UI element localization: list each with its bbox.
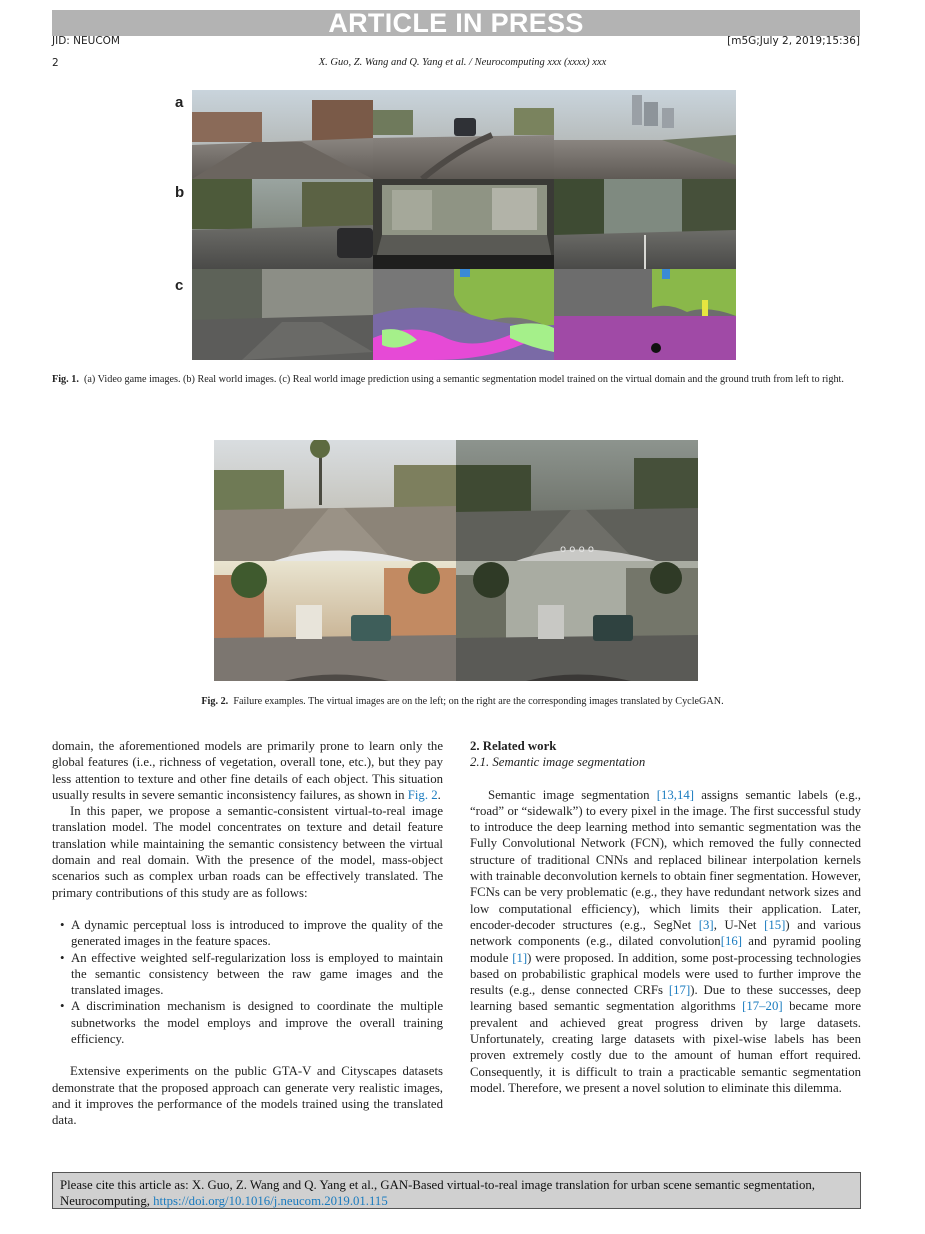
svg-text:o o o o: o o o o (560, 544, 595, 555)
page-number: 2 (52, 57, 59, 69)
fig2-virtual-image-1 (214, 440, 456, 561)
fig1-b-image-2 (373, 179, 554, 269)
figure-2-label: Fig. 2. (201, 696, 229, 707)
ref-link[interactable]: [1] (512, 950, 528, 965)
fig1-row-label-a: a (175, 94, 184, 111)
fig1-c-ground-truth (554, 269, 736, 360)
contribution-paragraph: In this paper, we propose a semantic-consistent virtual-to-real image translation model. The model concentrates on texture and detail feature translation while maintaining the semantic consistency between the virtual domain and real domain. With the presence of the model, mass-object scenarios such as complex urban roads can be effectively translated. The primary contributions of this study are as follows: (52, 804, 443, 900)
ref-link[interactable]: [3] (698, 917, 714, 932)
rw-text: and pyramid pooling module (470, 934, 861, 965)
section-heading-related-work: 2. Related work (470, 739, 557, 753)
right-column (470, 738, 861, 1096)
para1-end: . (437, 787, 441, 802)
citation-box (52, 1172, 861, 1209)
ref-link[interactable]: [13,14] (656, 787, 695, 802)
figure-2-caption (0, 695, 925, 709)
experiments-paragraph: Extensive experiments on the public GTA-V and Cityscapes datasets demonstrate that the proposed approach can generate very realistic images, and it improves the performance of the models trained using the translated data. (52, 1064, 443, 1128)
fig1-a-image-1 (192, 90, 373, 179)
related-work-paragraph (470, 787, 861, 1097)
fig-2-link[interactable]: Fig. 2 (407, 787, 438, 802)
citation-text: Please cite this article as: X. Guo, Z. Wang and Q. Yang et al., GAN-Based virtual-to-real image translation for urban scene semantic segmentation, Neurocomputing, (60, 1178, 815, 1208)
figure-1-label: Fig. 1. (52, 374, 79, 385)
rw-text: ) and various network components (e.g., dilated convolution (470, 917, 862, 949)
fig1-c-segmentation-prediction (373, 269, 554, 360)
list-item: • An effective weighted self-regularization loss is employed to maintain the semantic consistency between the raw game images and the translated images. (52, 950, 443, 999)
ref-link[interactable]: [15] (764, 917, 786, 932)
fig2-translated-image-1 (456, 440, 698, 561)
fig1-b-image-1 (192, 179, 373, 269)
ref-link[interactable]: [17–20] (742, 999, 783, 1014)
fig1-row-label-c: c (175, 277, 184, 294)
contributions-list (52, 917, 443, 1047)
fig1-a-image-2 (373, 90, 554, 179)
figure-1-caption (52, 373, 862, 387)
list-item: • A dynamic perceptual loss is introduced to improve the quality of the generated images in the feature spaces. (52, 917, 443, 950)
fig1-c-image-1 (192, 269, 373, 360)
fig1-b-image-3 (554, 179, 736, 269)
intro-paragraph-continued (52, 738, 443, 803)
fig2-translated-image-2 (456, 561, 698, 681)
rw-text: assigns semantic labels (e.g., “road” or “sidewalk”) to every pixel in the image. The first successful study to introduce the deep learning method into semantic segmentation was the Fully Convolutional Network (FCN), which removed the fully connected structure of traditional CNNs and replaced bilinear interpolation kernels with trainable deconvolution kernels to obtain finer segmentation. However, FCNs can be very problematic (e.g., they have redundant network sizes and low computational efficiency), which limits their application. Later, encoder-decoder structures (e.g., SegNet (470, 787, 862, 932)
ref-link[interactable]: [17] (668, 983, 691, 998)
fig1-a-image-3 (554, 90, 736, 179)
fig2-virtual-image-2 (214, 561, 456, 681)
list-item: • A discrimination mechanism is designed to coordinate the multiple subnetworks the model employs and improve the overall training efficiency. (52, 998, 443, 1047)
rw-text: ) were proposed. In addition, some post-processing technologies based on probabilistic graphical models were used to further improve the results (e.g., dense connected CRFs (470, 950, 861, 998)
rw-text: ). Due to these successes, deep learning based semantic segmentation algorithms (470, 983, 861, 1014)
left-column (52, 738, 443, 1129)
figure-2-caption-text: Failure examples. The virtual images are on the left; on the right are the corresponding images translated by CycleGAN. (233, 696, 724, 707)
journal-id: JID: NEUCOM (52, 35, 120, 47)
build-stamp: [m5G;July 2, 2019;15:36] (727, 35, 860, 47)
para1-text: domain, the aforementioned models are primarily prone to learn only the global features (i.e., richness of vegetation, overall tone, etc.), but they pay less attention to texture and other fine details of each object. This situation usually results in severe semantic inconsistency failures, as shown in (52, 739, 443, 802)
subsection-heading-semantic-segmentation: 2.1. Semantic image segmentation (470, 755, 646, 770)
rw-text: Semantic image segmentation (488, 787, 657, 802)
figure-1-image-grid (192, 90, 736, 360)
running-head: X. Guo, Z. Wang and Q. Yang et al. / Neurocomputing xxx (xxxx) xxx (318, 57, 607, 68)
fig1-row-label-b: b (175, 184, 185, 201)
ref-link[interactable]: [16] (720, 934, 743, 949)
figure-2-image-grid (214, 440, 698, 681)
rw-text: became more prevalent and achieved great progress driven by large datasets. Unfortunately, creating large datasets with pixel-wise labels has been proven extremely costly due to the amount of human effort required. Consequently, it is difficult to train a practicable semantic segmentation model. Therefore, we present a novel solution to eliminate this dilemma. (470, 999, 862, 1095)
doi-link[interactable]: https://doi.org/10.1016/j.neucom.2019.01.115 (153, 1194, 388, 1208)
figure-1-caption-text: (a) Video game images. (b) Real world images. (c) Real world image prediction using a semantic segmentation model trained on the virtual domain and the ground truth from left to right. (83, 374, 844, 385)
rw-text: , U-Net (713, 917, 765, 932)
article-in-press-banner: ARTICLE IN PRESS (52, 10, 860, 36)
